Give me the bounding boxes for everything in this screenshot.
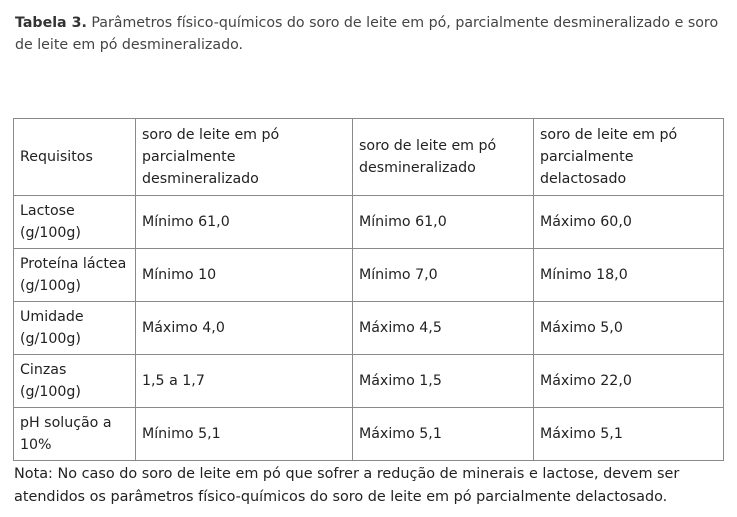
table-row	[14, 408, 724, 461]
table-cell: Máximo 1,5	[353, 355, 534, 408]
header-requisitos: Requisitos	[14, 119, 136, 196]
table-cell: Máximo 5,1	[353, 408, 534, 461]
table-row	[14, 355, 724, 408]
table-cell: Mínimo 5,1	[136, 408, 353, 461]
row-label: Proteína láctea (g/100g)	[14, 249, 136, 302]
row-label: Lactose (g/100g)	[14, 196, 136, 249]
caption-text: Parâmetros físico-químicos do soro de leite em pó, parcialmente desmineralizado e soro de leite em pó desmineralizado.	[15, 15, 719, 53]
caption-label: Tabela 3.	[15, 15, 87, 31]
table-cell: Máximo 60,0	[534, 196, 724, 249]
table-note: Nota: No caso do soro de leite em pó que sofrer a redução de minerais e lactose, devem ser atendidos os parâmetros físico-químicos do soro de leite em pó parcialmente delactosado.	[14, 466, 680, 505]
table-cell: Máximo 4,0	[136, 302, 353, 355]
table-cell: Mínimo 61,0	[353, 196, 534, 249]
table-cell: Mínimo 10	[136, 249, 353, 302]
table-cell: Máximo 5,0	[534, 302, 724, 355]
header-parcialmente-delactosado: soro de leite em pó parcialmente delactosado	[534, 119, 724, 196]
table-cell: Máximo 4,5	[353, 302, 534, 355]
table-row	[14, 302, 724, 355]
table-row	[14, 196, 724, 249]
table-cell: Mínimo 7,0	[353, 249, 534, 302]
header-parcialmente-desmineralizado: soro de leite em pó parcialmente desmineralizado	[136, 119, 353, 196]
table-caption	[15, 12, 727, 56]
table-cell: Mínimo 61,0	[136, 196, 353, 249]
table-cell: Máximo 22,0	[534, 355, 724, 408]
row-label: pH solução a 10%	[14, 408, 136, 461]
table-cell: Máximo 5,1	[534, 408, 724, 461]
table-cell: Mínimo 18,0	[534, 249, 724, 302]
row-label: Cinzas (g/100g)	[14, 355, 136, 408]
parameters-table	[13, 118, 724, 461]
table-cell: 1,5 a 1,7	[136, 355, 353, 408]
table-header-row	[14, 119, 724, 196]
table-row	[14, 249, 724, 302]
row-label: Umidade (g/100g)	[14, 302, 136, 355]
header-desmineralizado: soro de leite em pó desmineralizado	[353, 119, 534, 196]
